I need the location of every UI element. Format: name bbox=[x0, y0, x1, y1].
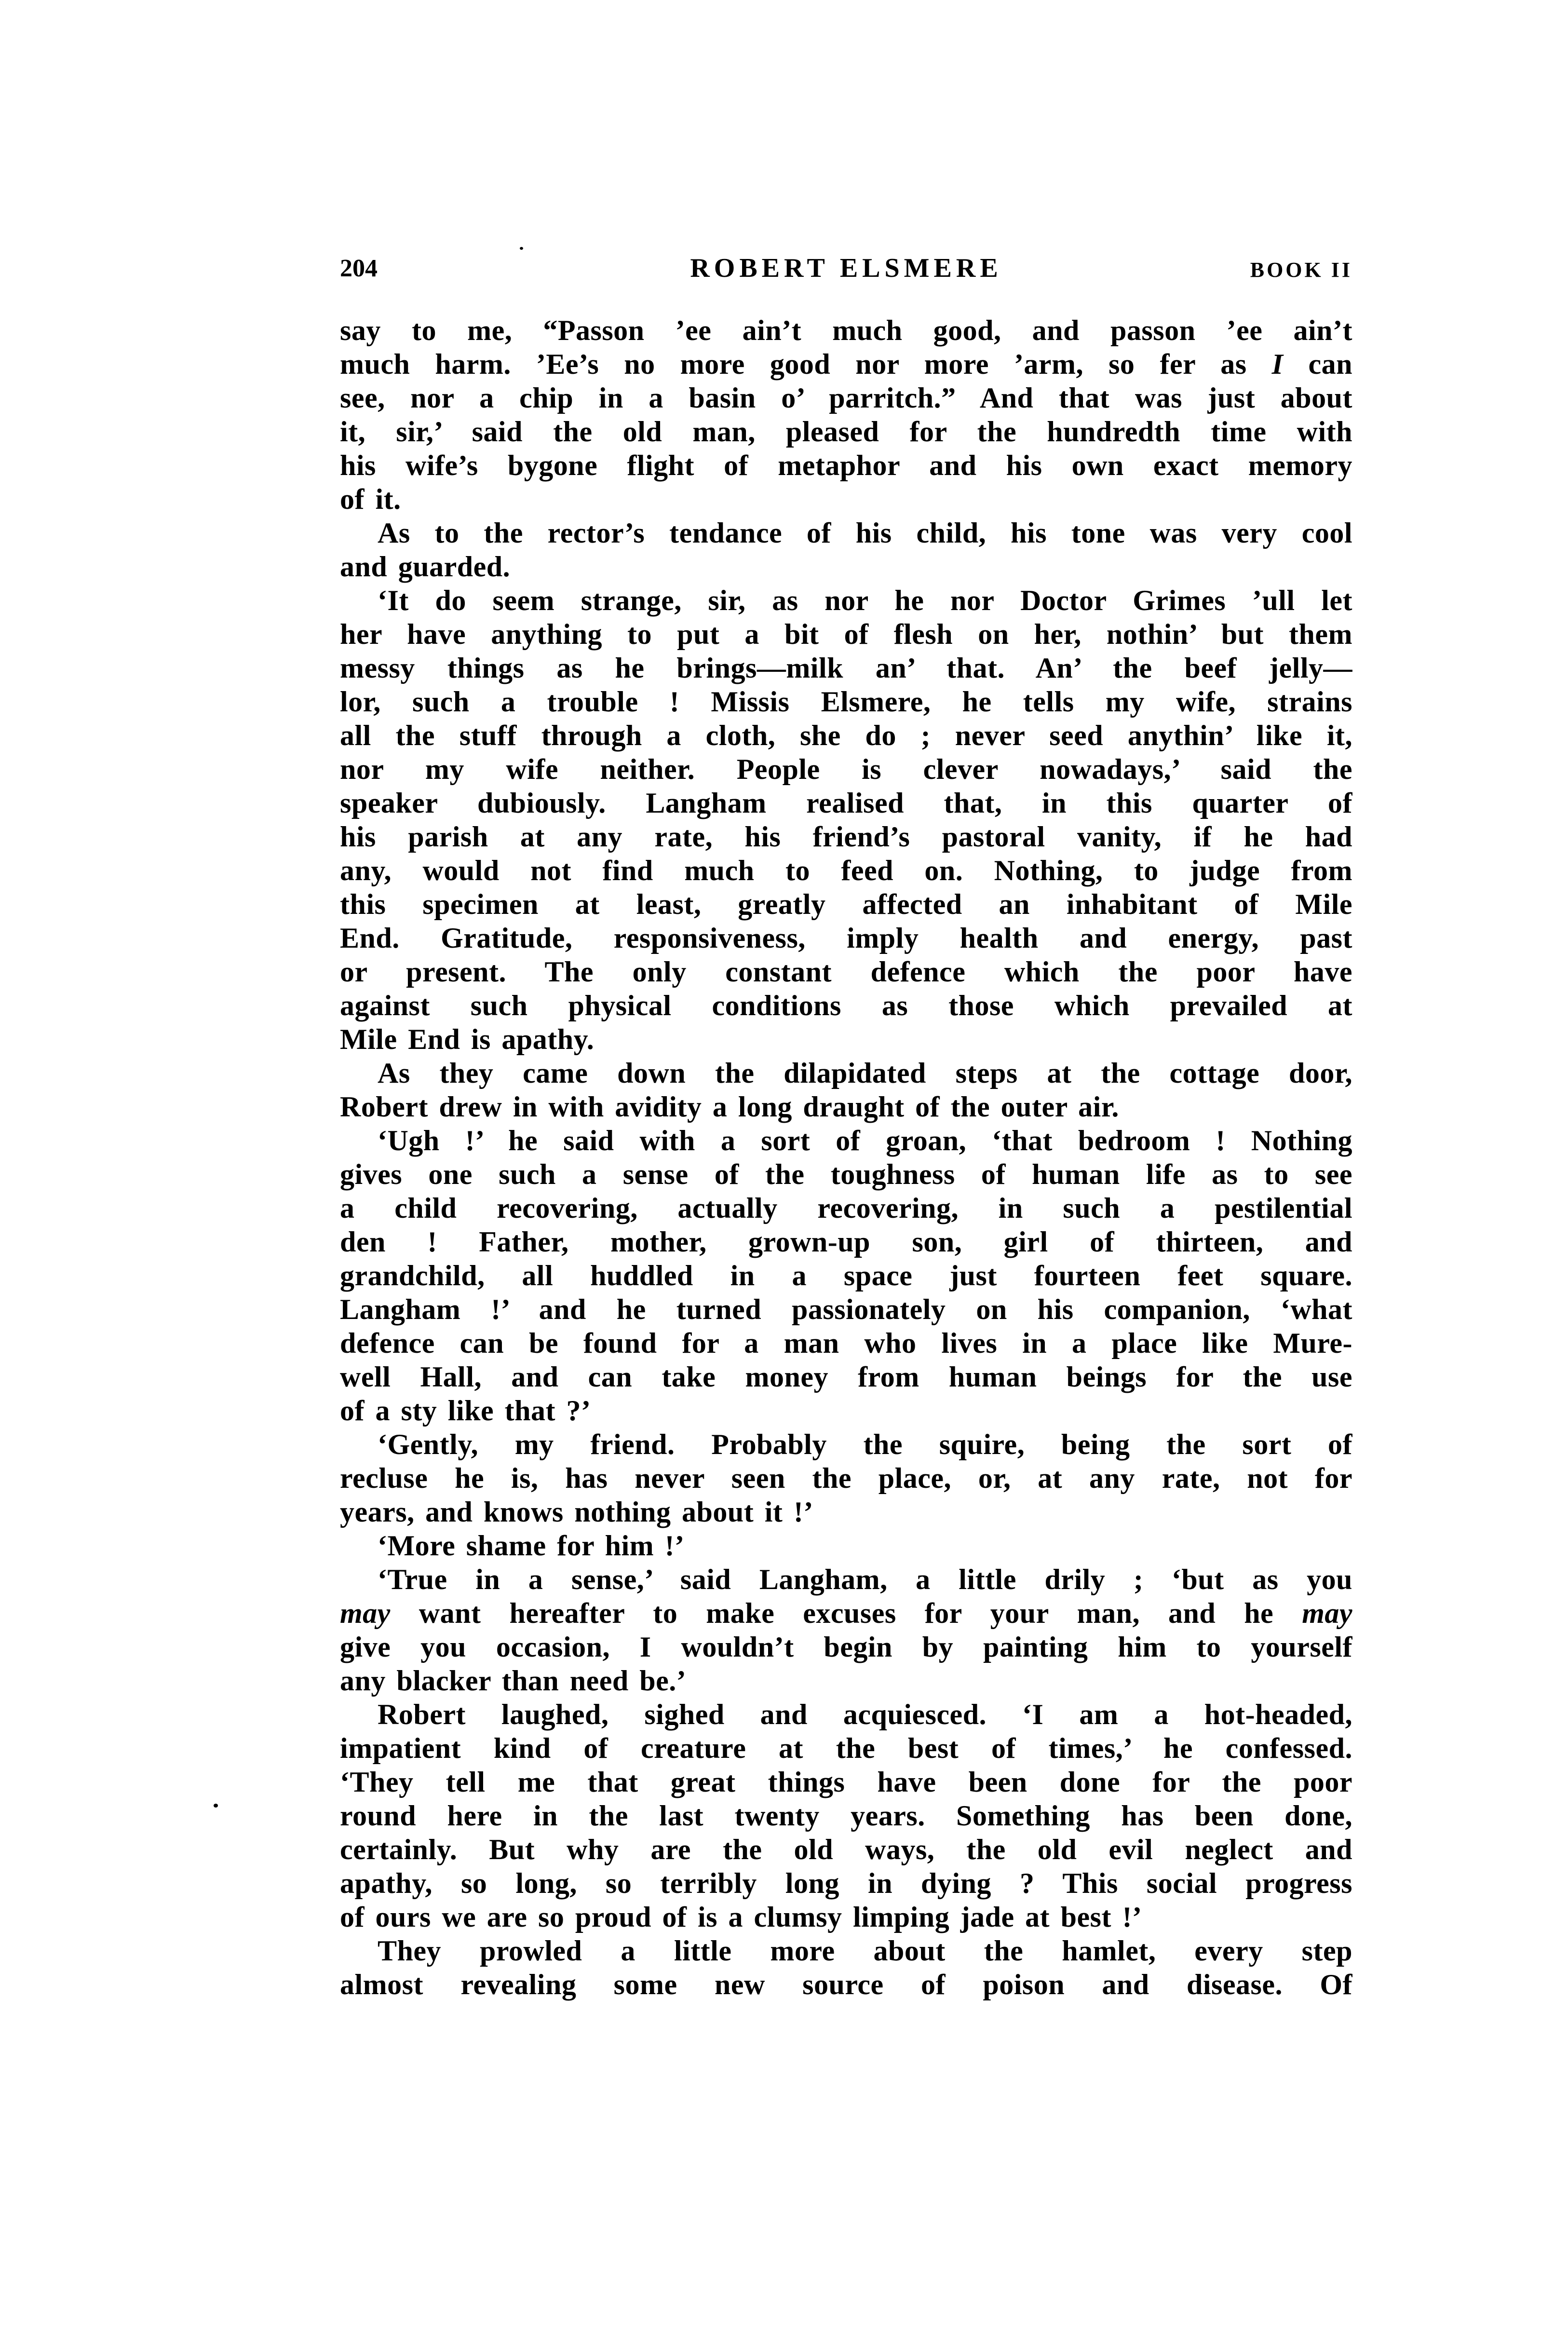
text-segment: den ! Father, mother, grown-up son, girl of thirteen, and bbox=[340, 1226, 1352, 1258]
text-line bbox=[340, 1866, 1352, 1900]
text-segment: his parish at any rate, his friend’s pastoral vanity, if he had bbox=[340, 821, 1352, 853]
text-line bbox=[340, 550, 1352, 584]
text-line bbox=[340, 1664, 1352, 1698]
running-title: ROBERT ELSMERE bbox=[690, 253, 1002, 283]
text-segment: As to the rector’s tendance of his child, his tone was very cool bbox=[378, 517, 1352, 549]
text-segment: Mile End is apathy. bbox=[340, 1023, 595, 1055]
text-line bbox=[340, 1461, 1352, 1495]
text-segment: ‘It do seem strange, sir, as nor he nor Doctor Grimes ’ull let bbox=[378, 585, 1352, 616]
text-segment: can bbox=[1283, 348, 1352, 380]
text-line bbox=[340, 786, 1352, 820]
text-line bbox=[340, 1596, 1352, 1630]
text-line bbox=[340, 921, 1352, 955]
book-label: BOOK II bbox=[1250, 258, 1352, 282]
text-segment: any, would not find much to feed on. Nothing, to judge from bbox=[340, 855, 1352, 886]
text-segment: I bbox=[1271, 348, 1284, 380]
text-segment: Robert drew in with avidity a long draught of the outer air. bbox=[340, 1091, 1119, 1123]
text-segment: of it. bbox=[340, 483, 401, 515]
text-segment: impatient kind of creature at the best of times,’ he confessed. bbox=[340, 1732, 1352, 1764]
text-segment: ‘Gently, my friend. Probably the squire, being the sort of bbox=[378, 1428, 1352, 1460]
text-segment: certainly. But why are the old ways, the old evil neglect and bbox=[340, 1834, 1352, 1865]
text-segment: of a sty like that ?’ bbox=[340, 1395, 591, 1427]
text-line bbox=[340, 651, 1352, 685]
text-line bbox=[340, 1731, 1352, 1765]
text-line bbox=[340, 584, 1352, 617]
text-segment: his wife’s bygone flight of metaphor and his own exact memory bbox=[340, 449, 1352, 481]
text-segment: ‘True in a sense,’ said Langham, a little drily ; ‘but as you bbox=[378, 1563, 1352, 1595]
text-segment: may bbox=[340, 1597, 391, 1629]
text-line bbox=[340, 516, 1352, 550]
text-line bbox=[340, 482, 1352, 516]
text-line bbox=[340, 617, 1352, 651]
text-line bbox=[340, 1326, 1352, 1360]
text-line bbox=[340, 1495, 1352, 1529]
text-segment: lor, such a trouble ! Missis Elsmere, he tells my wife, strains bbox=[340, 686, 1352, 718]
text-line bbox=[340, 313, 1352, 347]
text-segment: her have anything to put a bit of flesh on her, nothin’ but them bbox=[340, 618, 1352, 650]
text-segment: ‘More shame for him !’ bbox=[378, 1530, 685, 1562]
text-segment: of ours we are so proud of is a clumsy limping jade at best !’ bbox=[340, 1901, 1142, 1933]
text-line bbox=[340, 1529, 1352, 1563]
text-segment: it, sir,’ said the old man, pleased for the hundredth time with bbox=[340, 416, 1352, 448]
text-segment: apathy, so long, so terribly long in dying ? This social progress bbox=[340, 1867, 1352, 1899]
text-line bbox=[340, 1022, 1352, 1056]
text-segment: speaker dubiously. Langham realised that, in this quarter of bbox=[340, 787, 1352, 819]
text-line bbox=[340, 752, 1352, 786]
text-segment: messy things as he brings—milk an’ that. An’ the beef jelly— bbox=[340, 652, 1352, 684]
text-segment: say to me, “Passon ’ee ain’t much good, and passon ’ee ain’t bbox=[340, 314, 1352, 346]
text-segment: Robert laughed, sighed and acquiesced. ‘I am a hot-headed, bbox=[378, 1699, 1352, 1730]
text-segment: any blacker than need be.’ bbox=[340, 1665, 687, 1697]
text-line bbox=[340, 1360, 1352, 1394]
text-segment: ‘Ugh !’ he said with a sort of groan, ‘that bedroom ! Nothing bbox=[378, 1125, 1352, 1156]
text-segment: a child recovering, actually recovering, in such a pestilential bbox=[340, 1192, 1352, 1224]
ink-speck bbox=[520, 247, 523, 250]
text-line bbox=[340, 1799, 1352, 1833]
text-segment: As they came down the dilapidated steps at the cottage door, bbox=[378, 1057, 1352, 1089]
text-line bbox=[340, 1428, 1352, 1461]
text-line bbox=[340, 719, 1352, 752]
text-segment: much harm. ’Ee’s no more good nor more ’arm, so fer as bbox=[340, 348, 1272, 380]
text-segment: may bbox=[1302, 1597, 1352, 1629]
text-line bbox=[340, 1157, 1352, 1191]
text-segment: defence can be found for a man who lives in a place like Mure- bbox=[340, 1327, 1352, 1359]
text-segment: all the stuff through a cloth, she do ; never seed anythin’ like it, bbox=[340, 720, 1352, 751]
text-line bbox=[340, 1124, 1352, 1157]
text-line bbox=[340, 1090, 1352, 1124]
text-segment: grandchild, all huddled in a space just fourteen feet square. bbox=[340, 1260, 1352, 1292]
text-line bbox=[340, 1225, 1352, 1259]
text-line bbox=[340, 1630, 1352, 1664]
text-line bbox=[340, 1394, 1352, 1428]
text-segment: gives one such a sense of the toughness of human life as to see bbox=[340, 1158, 1352, 1190]
text-line bbox=[340, 1563, 1352, 1596]
text-line bbox=[340, 989, 1352, 1022]
text-line bbox=[340, 449, 1352, 482]
text-segment: or present. The only constant defence which the poor have bbox=[340, 956, 1352, 988]
text-segment: against such physical conditions as those which prevailed at bbox=[340, 990, 1352, 1021]
text-line bbox=[340, 415, 1352, 449]
text-line bbox=[340, 854, 1352, 887]
text-line bbox=[340, 820, 1352, 854]
text-segment: and guarded. bbox=[340, 551, 511, 583]
text-line bbox=[340, 1900, 1352, 1934]
text-segment: years, and knows nothing about it !’ bbox=[340, 1496, 813, 1528]
text-line bbox=[340, 381, 1352, 415]
page-number: 204 bbox=[340, 255, 378, 282]
text-line bbox=[340, 347, 1352, 381]
text-segment: round here in the last twenty years. Something has been done, bbox=[340, 1800, 1352, 1832]
text-line bbox=[340, 1191, 1352, 1225]
text-line bbox=[340, 1292, 1352, 1326]
text-line bbox=[340, 1698, 1352, 1731]
ink-speck bbox=[214, 1804, 218, 1808]
text-segment: almost revealing some new source of poison and disease. Of bbox=[340, 1969, 1352, 2000]
text-line bbox=[340, 955, 1352, 989]
text-segment: They prowled a little more about the hamlet, every step bbox=[378, 1935, 1352, 1967]
text-segment: see, nor a chip in a basin o’ parritch.” And that was just about bbox=[340, 382, 1352, 414]
text-line bbox=[340, 1056, 1352, 1090]
page-header bbox=[340, 251, 1352, 289]
text-segment: End. Gratitude, responsiveness, imply health and energy, past bbox=[340, 922, 1352, 954]
text-segment: ‘They tell me that great things have been done for the poor bbox=[340, 1766, 1352, 1798]
text-segment: this specimen at least, greatly affected an inhabitant of Mile bbox=[340, 888, 1352, 920]
text-segment: want hereafter to make excuses for your man, and he bbox=[390, 1597, 1302, 1629]
text-line bbox=[340, 887, 1352, 921]
text-line bbox=[340, 1934, 1352, 1968]
text-line bbox=[340, 685, 1352, 719]
text-line bbox=[340, 1833, 1352, 1866]
text-segment: well Hall, and can take money from human beings for the use bbox=[340, 1361, 1352, 1393]
text-segment: give you occasion, I wouldn’t begin by painting him to yourself bbox=[340, 1631, 1352, 1663]
text-segment: recluse he is, has never seen the place, or, at any rate, not for bbox=[340, 1462, 1352, 1494]
text-line bbox=[340, 1765, 1352, 1799]
text-segment: nor my wife neither. People is clever nowadays,’ said the bbox=[340, 753, 1352, 785]
text-line bbox=[340, 1259, 1352, 1292]
text-line bbox=[340, 1968, 1352, 2001]
text-block bbox=[340, 313, 1352, 2001]
text-segment: Langham !’ and he turned passionately on his companion, ‘what bbox=[340, 1293, 1352, 1325]
